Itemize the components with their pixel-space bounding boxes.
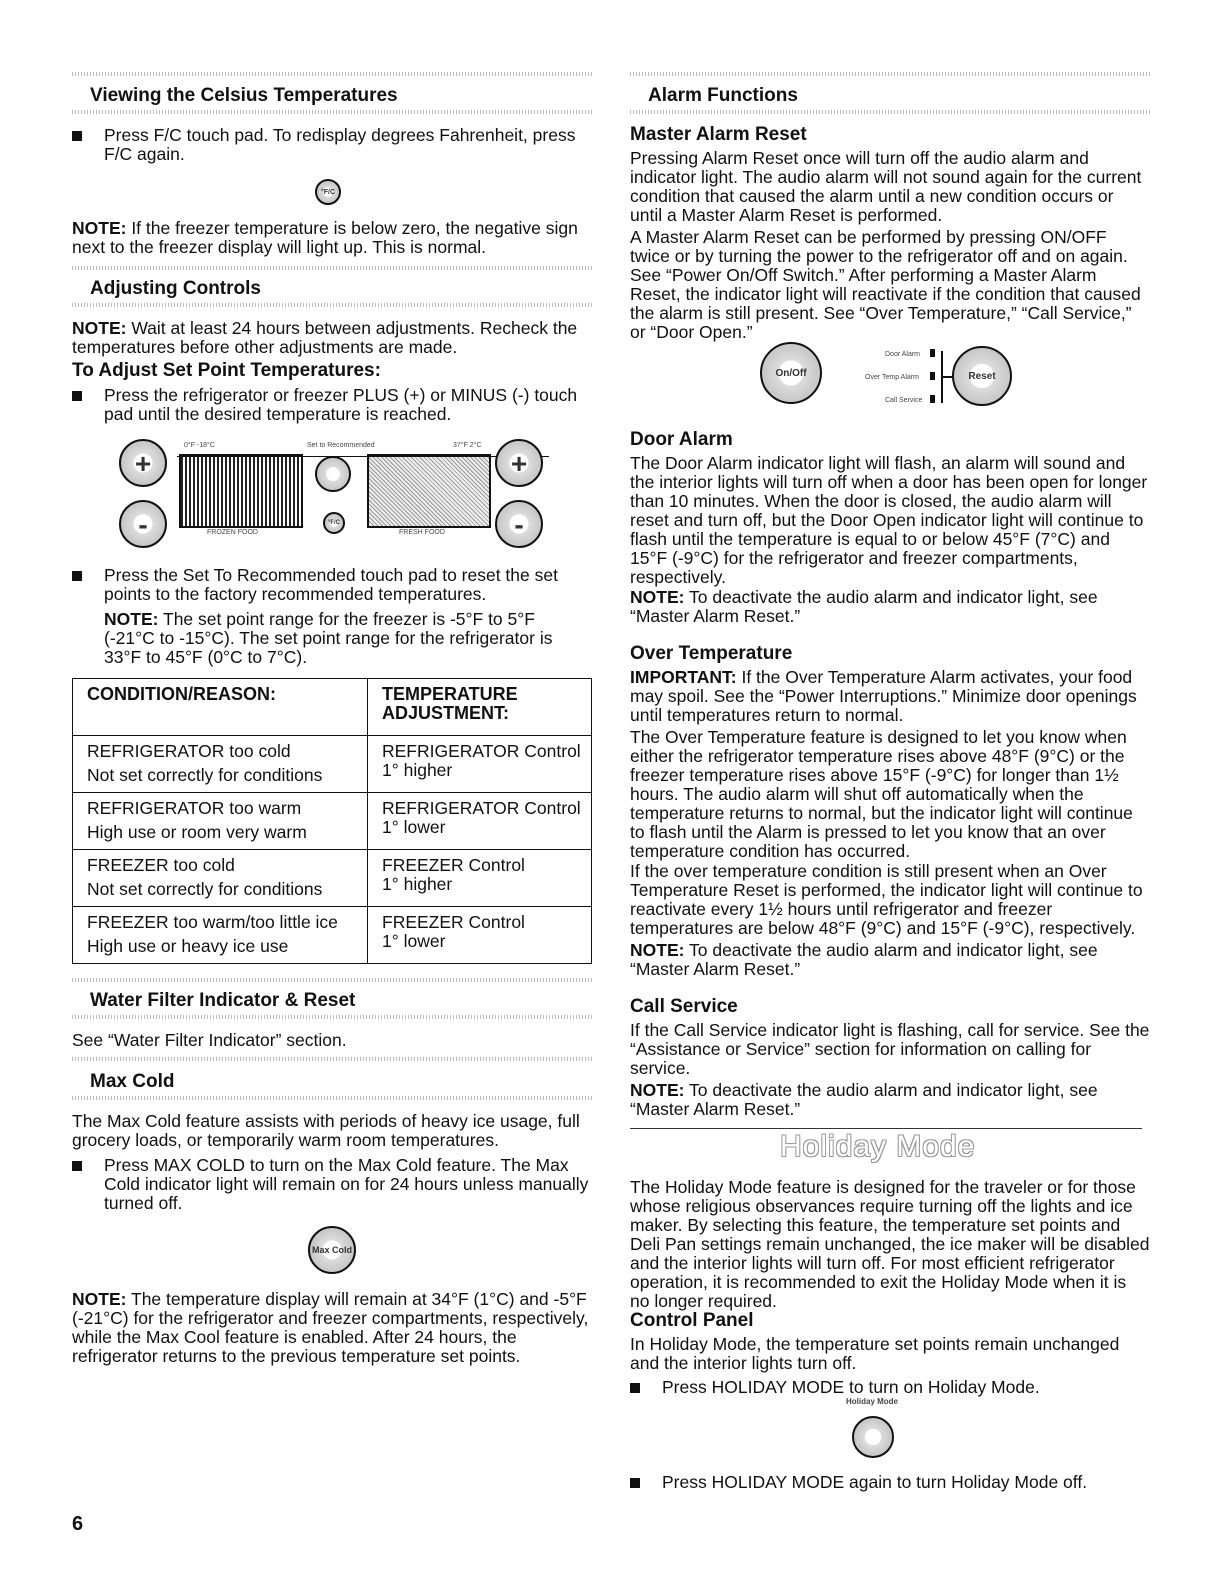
master-alarm-p2: A Master Alarm Reset can be performed by pressing ON/OFF twice or by turning the power to the refrigerator off and on again. See “Power On/Off Switch.” After performing a Master Alarm Reset, the indicator light will reactivate if the condition that caused the alarm is still present. See “Over Temperature,” “Call Service,” or “Door Open.” <box>630 227 1141 342</box>
section-divider <box>72 1057 594 1061</box>
frozen-food-label: FROZEN FOOD <box>207 529 258 536</box>
call-service-title: Call Service <box>630 996 738 1017</box>
holiday-mode-title: Holiday Mode <box>780 1130 976 1163</box>
table-header-adjustment: TEMPERATURE ADJUSTMENT: <box>368 679 592 736</box>
bullet-icon <box>72 391 82 401</box>
adjusting-section-title: Adjusting Controls <box>90 278 261 299</box>
fridge-display <box>367 454 491 528</box>
over-temp-note: NOTE: To deactivate the audio alarm and indicator light, see “Master Alarm Reset.” <box>630 940 1098 979</box>
adjustment-table <box>72 678 592 964</box>
control-panel-title: Control Panel <box>630 1310 754 1331</box>
master-alarm-title: Master Alarm Reset <box>630 124 807 145</box>
section-rule <box>630 1128 1142 1129</box>
page-number: 6 <box>72 1513 84 1535</box>
table-row: REFRIGERATOR too cold Not set correctly for conditions REFRIGERATOR Control 1° higher <box>73 736 592 793</box>
freezer-temp-label: 0°F -18°C <box>184 442 215 449</box>
master-alarm-p1: Pressing Alarm Reset once will turn off the audio alarm and indicator light. The audio alarm will not sound again for the current condition that caused the alarm until a new condition occurs or until a Master Alarm Reset is performed. <box>630 148 1142 225</box>
door-alarm-light <box>930 349 935 357</box>
section-divider <box>72 303 594 307</box>
set-point-range-note: NOTE: The set point range for the freezer is -5°F to 5°F (-21°C to -15°C). The set point range for the refrigerator is 33°F to 45°F (0°C to 7°C). <box>104 609 553 667</box>
section-divider <box>72 266 594 270</box>
door-alarm-title: Door Alarm <box>630 429 733 450</box>
fridge-plus-button[interactable]: + <box>495 439 543 487</box>
max-cold-button[interactable]: Max Cold <box>308 1226 356 1274</box>
freezer-display <box>179 454 303 528</box>
section-divider <box>72 110 594 114</box>
alarm-reset-button[interactable]: Reset <box>952 346 1012 406</box>
over-temp-title: Over Temperature <box>630 643 793 664</box>
celsius-section-title: Viewing the Celsius Temperatures <box>90 85 398 106</box>
section-divider <box>72 1015 594 1019</box>
table-row: FREEZER too cold Not set correctly for conditions FREEZER Control 1° higher <box>73 850 592 907</box>
door-alarm-p1: The Door Alarm indicator light will flash, an alarm will sound and the interior lights will turn off when a door has been open for longer than 10 minutes. When the door is closed, the audio alarm will reset and turn off, but the Door Open indicator light will continue to flash until the temperature is equal to or below 45°F (7°C) and 15°F (-9°C) for the refrigerator and freezer compartments, respectively. <box>630 453 1148 587</box>
adjusting-note: NOTE: Wait at least 24 hours between adjustments. Recheck the temperatures before other adjustments are made. <box>72 318 578 357</box>
table-row: FREEZER too warm/too little ice High use or heavy ice use FREEZER Control 1° lower <box>73 907 592 964</box>
celsius-note: NOTE: If the freezer temperature is below zero, the negative sign next to the freezer display will light up. This is normal. <box>72 218 578 257</box>
section-divider <box>630 72 1150 76</box>
set-recommended-button[interactable] <box>315 456 351 492</box>
control-panel-diagram <box>117 436 557 554</box>
holiday-mode-caption: Holiday Mode <box>846 1397 899 1406</box>
bullet-icon <box>72 1161 82 1171</box>
section-divider <box>72 72 594 76</box>
holiday-mode-p1: The Holiday Mode feature is designed for the traveler or for those whose religious observances require turning off the lights and ice maker. By selecting this feature, the temperature set points and Deli Pan settings remain unchanged, the ice maker will be disabled and the interior lights will turn off. For most efficient refrigerator operation, it is recommended to exit the Holiday Mode when it is no longer required. <box>630 1177 1150 1311</box>
set-point-subtitle: To Adjust Set Point Temperatures: <box>72 360 381 381</box>
max-cold-section-title: Max Cold <box>90 1071 175 1092</box>
max-cold-text: The Max Cold feature assists with periods of heavy ice usage, full grocery loads, or temporarily warm room temperatures. <box>72 1111 580 1150</box>
table-header-condition: CONDITION/REASON: <box>73 679 368 736</box>
door-alarm-indicator-label: Door Alarm <box>885 351 921 358</box>
fridge-temp-label: 37°F 2°C <box>453 442 482 449</box>
fc-touch-pad[interactable]: °F/C <box>315 179 341 205</box>
fresh-food-label: FRESH FOOD <box>399 529 445 536</box>
bullet-icon <box>630 1478 640 1488</box>
table-row: REFRIGERATOR too warm High use or room very warm REFRIGERATOR Control 1° lower <box>73 793 592 850</box>
water-filter-section-title: Water Filter Indicator & Reset <box>90 990 356 1011</box>
call-service-indicator-label: Call Service <box>885 397 923 404</box>
over-temp-p2: If the over temperature condition is still present when an Over Temperature Reset is performed, the indicator light will continue to reactivate every 1½ hours until refrigerator and freezer temperatures are below 48°F (9°C) and 15°F (-9°C), respectively. <box>630 861 1143 938</box>
call-service-p1: If the Call Service indicator light is flashing, call for service. See the “Assistance or Service” section for information on calling for service. <box>630 1020 1150 1078</box>
set-recommended-label: Set to Recommended <box>307 442 375 449</box>
water-filter-text: See “Water Filter Indicator” section. <box>72 1030 347 1050</box>
bullet-icon <box>72 131 82 141</box>
panel-rule <box>177 456 549 457</box>
on-off-button[interactable]: On/Off <box>760 342 822 404</box>
over-temp-p1: The Over Temperature feature is designed to let you know when either the refrigerator temperature rises above 48°F (9°C) or the freezer temperature rises above 15°F (-9°C) for longer than 1½ hours. The audio alarm will shut off automatically when the temperature returns to normal, but the indicator light will continue to flash until the Alarm is pressed to let you know that an over temperature condition has occurred. <box>630 727 1133 861</box>
door-alarm-note: NOTE: To deactivate the audio alarm and indicator light, see “Master Alarm Reset.” <box>630 587 1098 626</box>
section-divider <box>630 110 1150 114</box>
section-divider <box>72 1096 594 1100</box>
freezer-minus-button[interactable]: - <box>119 500 167 548</box>
call-service-light <box>930 395 935 403</box>
bullet-icon <box>72 571 82 581</box>
holiday-mode-button[interactable] <box>852 1416 894 1458</box>
fc-button[interactable]: °F/C <box>323 512 345 534</box>
over-temp-indicator-label: Over Temp Alarm <box>865 374 919 381</box>
bullet-icon <box>630 1383 640 1393</box>
alarm-section-title: Alarm Functions <box>648 85 798 106</box>
control-panel-text: In Holiday Mode, the temperature set points remain unchanged and the interior lights turn off. <box>630 1334 1120 1373</box>
table-header-row <box>73 679 592 736</box>
over-temp-light <box>930 372 935 380</box>
over-temp-important: IMPORTANT: If the Over Temperature Alarm activates, your food may spoil. See the “Power Interruptions.” Minimize door openings until temperatures return to normal. <box>630 667 1137 725</box>
max-cold-note: NOTE: The temperature display will remain at 34°F (1°C) and -5°F (-21°C) for the refrigerator and freezer compartments, respectively, while the Max Cool feature is enabled. After 24 hours, the refrigerator returns to the previous temperature set points. <box>72 1289 589 1366</box>
fridge-minus-button[interactable]: - <box>495 500 543 548</box>
freezer-plus-button[interactable]: + <box>119 439 167 487</box>
call-service-note: NOTE: To deactivate the audio alarm and indicator light, see “Master Alarm Reset.” <box>630 1080 1098 1119</box>
section-divider <box>72 978 594 982</box>
